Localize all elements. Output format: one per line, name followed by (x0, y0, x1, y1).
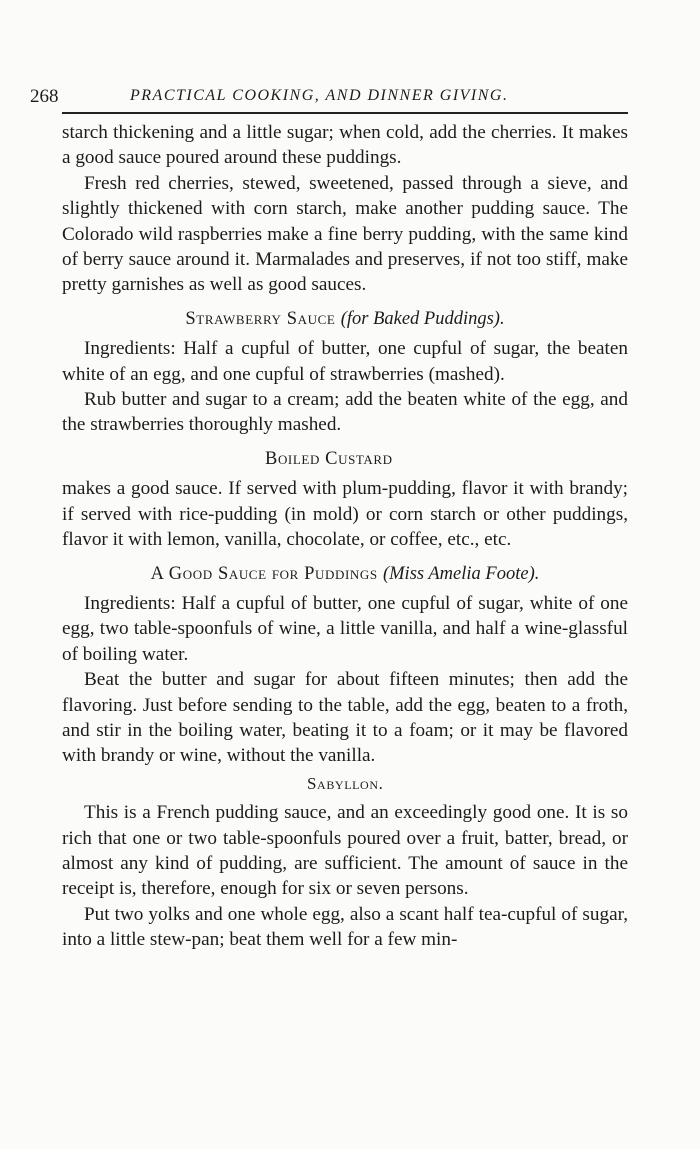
paragraph: Fresh red cherries, stewed, sweetened, passed through a sieve, and slightly thickened with corn starch, make another pudding sauce. The Colorado wild raspberries make a fine berry pudding, with the same kind of berry sauce around it. Marmalades and preserves, if not too stiff, make pretty garnishes as well as good sauces. (62, 172, 628, 296)
recipe-title: A Good Sauce for Puddings (150, 563, 378, 584)
recipe-title: Boiled Custard (265, 448, 393, 469)
recipe-title: Strawberry Sauce (185, 308, 336, 329)
paragraph: This is a French pudding sauce, and an exceedingly good one. It is so rich that one or two table-spoonfuls poured over a fruit, batter, bread, or almost any kind of pudding, are sufficient. The amount of sauce in the receipt is, therefore, enough for six or seven persons. (62, 802, 628, 900)
paragraph: Beat the butter and sugar for about fifteen minutes; then add the flavoring. Just before sending to the table, add the egg, beaten to a froth, and stir in the boiling water, beating it to a foam; or it may be flavored with brandy or wine, without the vanilla. (62, 669, 628, 767)
running-head (30, 78, 628, 114)
recipe-title: Sabyllon. (307, 773, 384, 793)
paragraph: Ingredients: Half a cupful of butter, one cupful of sugar, the beaten white of an egg, and one cupful of strawberries (mashed). (62, 338, 628, 385)
page-number: 268 (30, 86, 59, 107)
recipe-heading (62, 447, 628, 472)
paragraph: makes a good sauce. If served with plum-pudding, flavor it with brandy; if served with rice-pudding (in mold) or corn starch or other puddings, flavor it with lemon, vanilla, chocolate, or coffee, etc., etc. (62, 478, 628, 551)
recipe-heading (62, 307, 628, 332)
recipe-note: (Miss Amelia Foote). (382, 563, 540, 584)
paragraph: Rub butter and sugar to a cream; add the beaten white of the egg, and the strawberries thoroughly mashed. (62, 389, 628, 436)
paragraph: Put two yolks and one whole egg, also a scant half tea-cupful of sugar, into a little stew-pan; beat them well for a few min- (62, 903, 628, 951)
recipe-note: (for Baked Puddings). (340, 308, 505, 329)
recipe-heading (62, 562, 628, 587)
recipe-heading (62, 771, 628, 796)
running-title: PRACTICAL COOKING, AND DINNER GIVING. (130, 87, 509, 104)
book-page (30, 78, 628, 953)
paragraph: starch thickening and a little sugar; when cold, add the cherries. It makes a good sauce poured around these puddings. (62, 122, 628, 169)
paragraph: Ingredients: Half a cupful of butter, one cupful of sugar, white of one egg, two table-spoonfuls of wine, a little vanilla, and half a wine-glassful of boiling water. (62, 592, 628, 665)
page-body (62, 120, 628, 953)
